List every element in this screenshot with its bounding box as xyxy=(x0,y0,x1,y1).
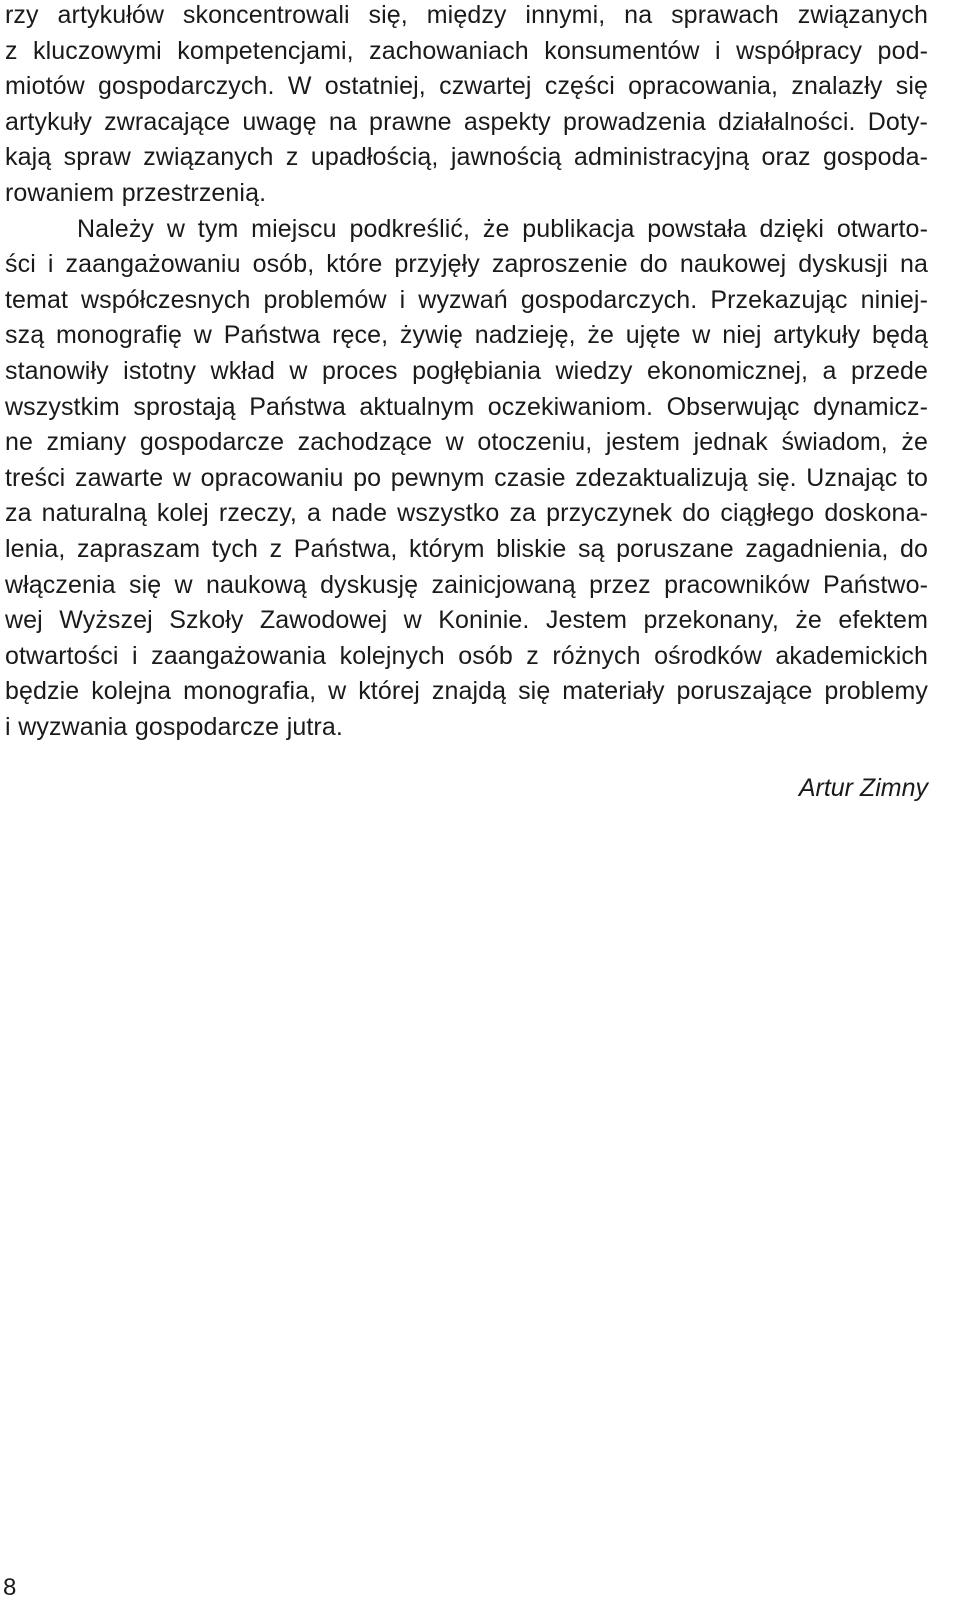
text-line: z kluczowymi kompetencjami, zachowaniach konsumentów i współpracy pod- xyxy=(5,36,928,65)
text-line: kają spraw związanych z upadłością, jawnością administracyjną oraz gospoda- xyxy=(5,143,928,172)
text-line: ści i zaangażowaniu osób, które przyjęły zaproszenie do naukowej dyskusji na xyxy=(5,250,928,279)
text-line: stanowiły istotny wkład w proces pogłębiania wiedzy ekonomicznej, a przede xyxy=(5,356,928,385)
text-line: miotów gospodarczych. W ostatniej, czwartej części opracowania, znalazły się xyxy=(5,72,928,101)
paragraph-1 xyxy=(5,0,928,212)
text-line: otwartości i zaangażowania kolejnych osób z różnych ośrodków akademickich xyxy=(5,641,928,670)
text-line: temat współczesnych problemów i wyzwań gospodarczych. Przekazując niniej- xyxy=(5,285,928,314)
text-line: lenia, zapraszam tych z Państwa, którym bliskie są poruszane zagadnienia, do xyxy=(5,534,928,563)
text-line: treści zawarte w opracowaniu po pewnym czasie zdezaktualizują się. Uznając to xyxy=(5,463,928,492)
page-body xyxy=(5,0,928,745)
text-line: ne zmiany gospodarcze zachodzące w otoczeniu, jestem jednak świadom, że xyxy=(5,428,928,457)
text-line: artykuły zwracające uwagę na prawne aspekty prowadzenia działalności. Doty- xyxy=(5,107,928,136)
text-line: włączenia się w naukową dyskusję zainicjowaną przez pracowników Państwo- xyxy=(5,570,928,599)
page-number: 8 xyxy=(3,1574,17,1601)
text-line: i wyzwania gospodarcze jutra. xyxy=(5,712,343,741)
text-line: rzy artykułów skoncentrowali się, między innymi, na sprawach związanych xyxy=(5,1,928,29)
text-line: wszystkim sprostają Państwa aktualnym oczekiwaniom. Obserwując dynamicz- xyxy=(5,392,928,421)
text-line: Należy w tym miejscu podkreślić, że publikacja powstała dzięki otwarto- xyxy=(77,214,928,243)
text-line: wej Wyższej Szkoły Zawodowej w Koninie. Jestem przekonany, że efektem xyxy=(5,606,928,635)
text-line: rowaniem przestrzenią. xyxy=(5,178,267,207)
text-line: będzie kolejna monografia, w której znajdą się materiały poruszające problemy xyxy=(5,677,928,706)
paragraph-2 xyxy=(5,212,928,746)
text-line: za naturalną kolej rzeczy, a nade wszystko za przyczynek do ciągłego doskona- xyxy=(5,499,928,528)
text-line: szą monografię w Państwa ręce, żywię nadzieję, że ujęte w niej artykuły będą xyxy=(5,321,928,350)
author-signature: Artur Zimny xyxy=(798,774,928,802)
